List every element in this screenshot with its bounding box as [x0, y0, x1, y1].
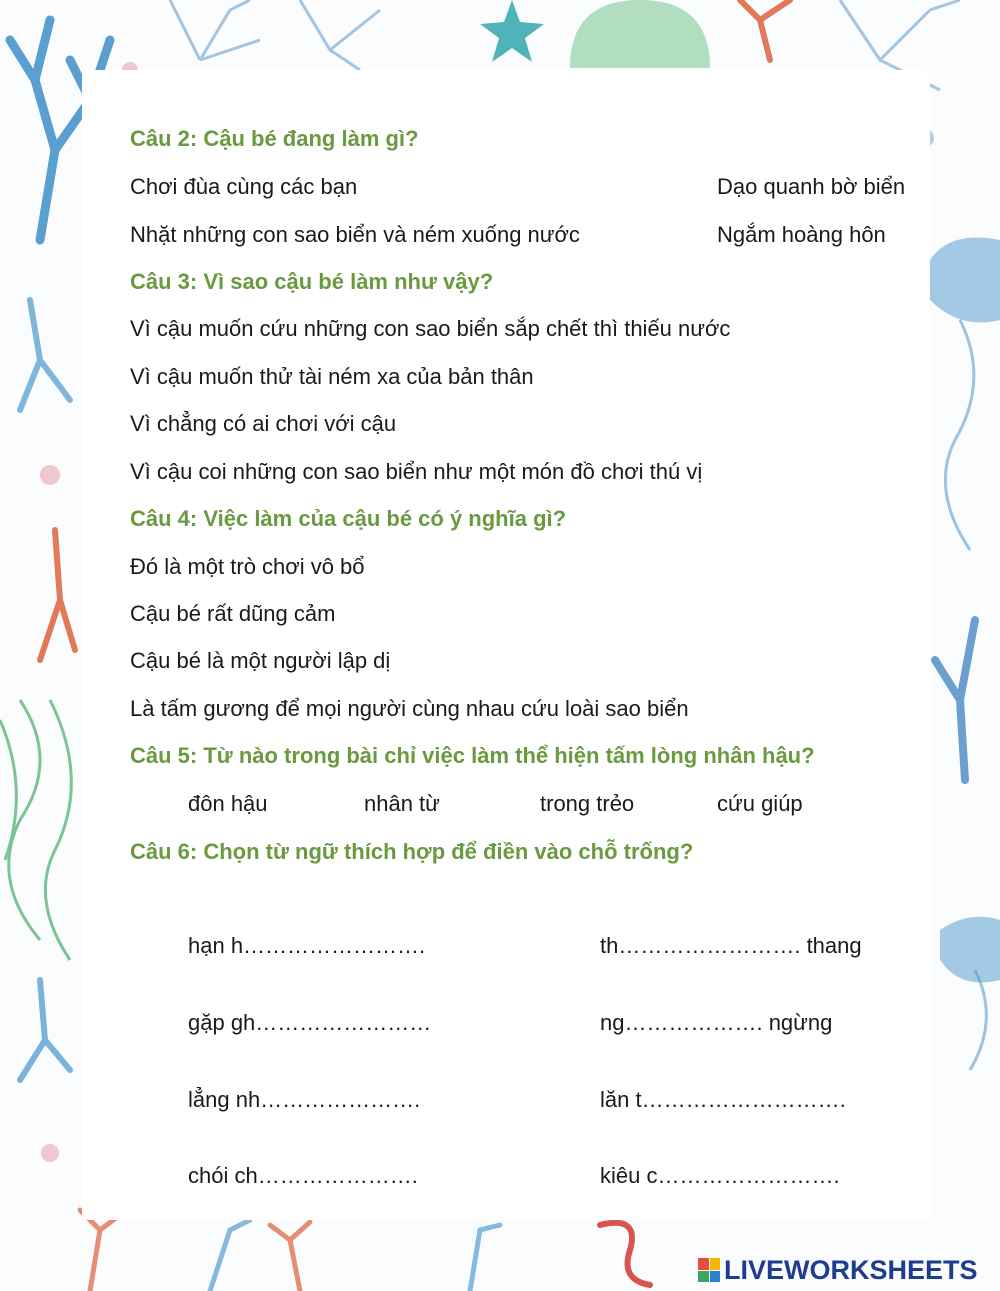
jellyfish-top-icon	[570, 0, 710, 68]
q4-option-2[interactable]: Cậu bé rất dũng cảm	[130, 601, 336, 626]
q4-option-3[interactable]: Cậu bé là một người lập dị	[130, 648, 391, 673]
liveworksheets-logo	[698, 1253, 978, 1287]
q3-option-2[interactable]: Vì cậu muốn thử tài ném xa của bản thân	[130, 364, 534, 389]
q2-option-4[interactable]: Ngắm hoàng hôn	[717, 222, 886, 247]
q6-blank-8[interactable]: kiêu c…………………….	[600, 1163, 840, 1188]
q6-blank-2[interactable]: th……………………. thang	[600, 933, 862, 958]
coral-left-blue-icon	[20, 980, 70, 1080]
q3-option-4[interactable]: Vì cậu coi những con sao biển như một món đồ chơi thú vị	[130, 459, 703, 484]
coral-bottom-blue-icon	[210, 1220, 500, 1291]
q6-blank-7[interactable]: chói ch………………….	[188, 1163, 418, 1188]
q4-option-4[interactable]: Là tấm gương để mọi người cùng nhau cứu loài sao biển	[130, 696, 689, 721]
q5-option-1[interactable]: đôn hậu	[188, 791, 268, 816]
q2-option-2[interactable]: Dạo quanh bờ biển	[717, 174, 906, 199]
q6-blank-4[interactable]: ng………………. ngừng	[600, 1010, 833, 1035]
starfish-icon	[480, 0, 544, 62]
coral-left-icon	[20, 300, 70, 410]
q5-option-4[interactable]: cứu giúp	[717, 791, 803, 816]
coral-left-red-icon	[40, 530, 75, 660]
q3-option-1[interactable]: Vì cậu muốn cứu những con sao biển sắp chết thì thiếu nước	[130, 316, 731, 341]
q6-blank-6[interactable]: lăn t……………………….	[600, 1087, 846, 1112]
q2-option-1[interactable]: Chơi đùa cùng các bạn	[130, 174, 358, 199]
liveworksheets-logo-icon	[698, 1258, 720, 1282]
q4-option-1[interactable]: Đó là một trò chơi vô bổ	[130, 554, 365, 579]
seaweed-left-icon	[0, 700, 71, 960]
q2-option-3[interactable]: Nhặt những con sao biển và ném xuống nước	[130, 222, 580, 247]
seahorse-icon	[600, 1223, 650, 1285]
coral-bottom-icon	[80, 1210, 310, 1291]
question-2-title: Câu 2: Cậu bé đang làm gì?	[130, 126, 419, 151]
jellyfish-right-icon	[930, 238, 1000, 983]
question-4-title: Câu 4: Việc làm của cậu bé có ý nghĩa gì?	[130, 506, 567, 531]
question-3-title: Câu 3: Vì sao cậu bé làm như vậy?	[130, 269, 494, 294]
logo-text: LIVEWORKSHEETS	[724, 1254, 978, 1285]
coral-top-right-icon	[740, 0, 790, 60]
q6-blank-5[interactable]: lẳng nh………………….	[188, 1087, 421, 1112]
question-6-title: Câu 6: Chọn từ ngữ thích hợp để điền vào chỗ trống?	[130, 839, 694, 864]
coral-right-icon	[935, 620, 975, 780]
q3-option-3[interactable]: Vì chẳng có ai chơi với cậu	[130, 411, 397, 436]
q6-blank-1[interactable]: hạn h…………………….	[188, 933, 426, 958]
q5-option-3[interactable]: trong trẻo	[540, 791, 635, 816]
q5-option-2[interactable]: nhân từ	[364, 791, 440, 816]
question-5-title: Câu 5: Từ nào trong bài chỉ việc làm thể hiện tấm lòng nhân hậu?	[130, 743, 815, 768]
q6-blank-3[interactable]: gặp gh……………………	[188, 1010, 432, 1035]
